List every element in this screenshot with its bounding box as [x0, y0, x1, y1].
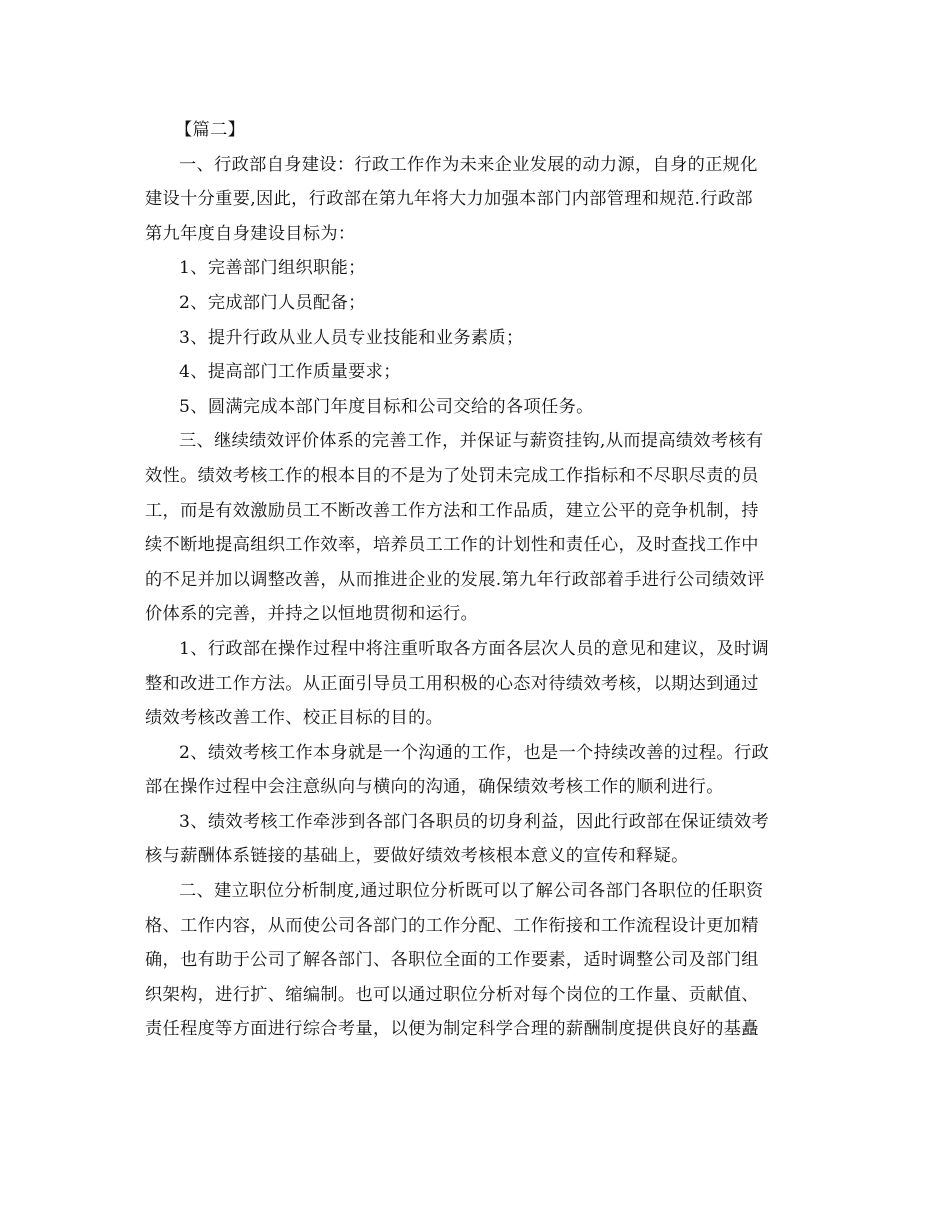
text-line: 二、建立职位分析制度,通过职位分析既可以了解公司各部门各职位的任职资	[179, 881, 764, 902]
text-line: 核与薪酬体系链接的基础上，要做好绩效考核根本意义的宣传和释疑。	[145, 846, 689, 867]
section-heading: 【篇二】	[175, 120, 246, 140]
text-line: 格、工作内容，从而使公司各部门的工作分配、工作衔接和工作流程设计更加精	[145, 915, 759, 936]
text-line: 3、绩效考核工作牵涉到各部门各职员的切身利益，因此行政部在保证绩效考	[179, 811, 770, 832]
document-body	[145, 113, 805, 1047]
text-line: 5、圆满完成本部门年度目标和公司交给的各项任务。	[179, 396, 594, 417]
text-line: 工，而是有效激励员工不断改善工作方法和工作品质，建立公平的竞争机制，持	[145, 500, 759, 521]
text-line: 绩效考核改善工作、校正目标的目的。	[145, 708, 444, 729]
text-line: 部在操作过程中会注意纵向与横向的沟通，确保绩效考核工作的顺利进行。	[145, 777, 724, 798]
text-line: 建设十分重要,因此，行政部在第九年将大力加强本部门内部管理和规范.行政部	[145, 189, 753, 210]
paragraph-lines	[145, 148, 805, 1047]
text-line: 续不断地提高组织工作效率，培养员工工作的计划性和责任心，及时查找工作中	[145, 535, 759, 556]
text-line: 效性。绩效考核工作的根本目的不是为了处罚未完成工作指标和不尽职尽责的员	[145, 465, 759, 486]
text-line: 整和改进工作方法。从正面引导员工用积极的心态对待绩效考核，以期达到通过	[145, 673, 759, 694]
text-line: 责任程度等方面进行综合考量，以便为制定科学合理的薪酬制度提供良好的基矗	[145, 1019, 759, 1040]
text-line: 3、提升行政从业人员专业技能和业务素质；	[179, 327, 524, 348]
text-line: 织架构，进行扩、缩编制。也可以通过职位分析对每个岗位的工作量、贡献值、	[145, 984, 759, 1005]
text-line: 2、完成部门人员配备；	[179, 292, 366, 313]
text-line: 确，也有助于公司了解各部门、各职位全面的工作要素，适时调整公司及部门组	[145, 950, 759, 971]
text-line: 价体系的完善，并持之以恒地贯彻和运行。	[145, 604, 479, 625]
text-line: 一、行政部自身建设：行政工作作为未来企业发展的动力源，自身的正规化	[179, 154, 758, 175]
text-line: 4、提高部门工作质量要求；	[179, 362, 401, 383]
text-line: 1、行政部在操作过程中将注重听取各方面各层次人员的意见和建议，及时调	[179, 638, 770, 659]
text-line: 第九年度自身建设目标为：	[145, 223, 356, 244]
text-line: 2、绩效考核工作本身就是一个沟通的工作，也是一个持续改善的过程。行政	[179, 742, 770, 763]
text-line: 1、完善部门组织职能；	[179, 258, 366, 279]
text-line: 的不足并加以调整改善，从而推进企业的发展.第九年行政部着手进行公司绩效评	[145, 569, 765, 590]
text-line: 三、继续绩效评价体系的完善工作，并保证与薪资挂钩,从而提高绩效考核有	[179, 431, 764, 452]
